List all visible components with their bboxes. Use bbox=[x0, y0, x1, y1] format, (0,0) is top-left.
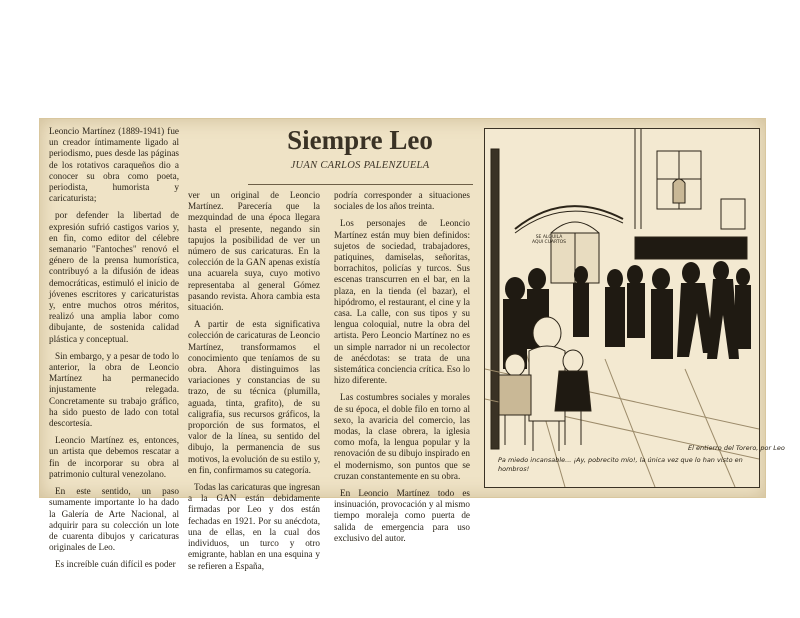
article-column-1 bbox=[49, 126, 179, 577]
funeral-procession-drawing bbox=[485, 129, 759, 487]
paragraph: Todas las caricaturas que ingresan a la GAN están debidamente firmadas por Leo y dos están fechadas en 1921. Por su anécdota, una de ellas, en la cual dos individuos, un turco y otro emigrante, hablan en una esquina y se refieren a España, bbox=[188, 482, 320, 571]
paragraph: Los personajes de Leoncio Martínez están muy bien definidos: sujetos de sociedad, trabajadores, patiquines, damiselas, señoritas, borrachitos, policías y turcos. Sus escenas transcurren en el bar, en la plaza, en la tienda (el bazar), el hipódromo, el restaurant, el cine y la casa. La calle, con sus tipos y su lengua coloquial, nutre la obra del artista. Pero Leoncio Martínez no es un simple narrador ni un recolector de anécdotas: se trata de una sistemática conciencia crítica. Eso lo hizo diferente. bbox=[334, 218, 470, 386]
paragraph: Es increíble cuán difícil es poder bbox=[55, 559, 176, 570]
paragraph: Leoncio Martínez (1889-1941) fue un creador íntimamente ligado al periodismo, pues desde las páginas de los rotativos caraqueños dio a conocer su obra como poeta, periodista, humorista y caricaturista; bbox=[49, 126, 179, 204]
article-column-2 bbox=[188, 190, 320, 578]
paragraph: Leoncio Martínez es, entonces, un artista que debemos rescatar a fin de incorporar su obra al patrimonio cultural venezolano. bbox=[49, 435, 179, 479]
paragraph: A partir de esta significativa colección de caricaturas de Leoncio Martínez, transformamos el conocimiento que teníamos de su obra. Ahora distinguimos las variaciones y constancias de su trazo, de su técnica (plumilla, aguada, tinta, grafito), de su caligrafía, sus recursos gráficos, la proporción de sus formatos, el valor de la línea, su sentido del dibujo, la permanencia de sus motivos, la evolución de su estilo y, en fin, confirmamos su categoría. bbox=[188, 319, 320, 475]
paragraph: En este sentido, un paso sumamente importante lo ha dado la Galería de Arte Nacional, al adquirir para su colección un lote de cuarenta dibujos y caricaturas originales de Leo. bbox=[49, 486, 179, 553]
paragraph: podría corresponder a situaciones sociales de los años treinta. bbox=[334, 190, 470, 212]
paragraph: por defender la libertad de expresión sufrió castigos varios y, en fin, como editor del célebre semanario "Fantoches" renovó el género de la prensa humorística, contribuyó a la difusión de ideas democráticas, estimuló el inicio de jóvenes escritores y caricaturistas y, entre muchos otros méritos, realizó una amplia labor como dibujante, de sostenida calidad plástica y conceptual. bbox=[49, 210, 179, 344]
wall-sign: SE ALQUILA AQUI CUARTOS bbox=[531, 235, 567, 245]
article-title: Siempre Leo bbox=[287, 125, 433, 155]
paragraph: En Leoncio Martínez todo es insinuación, provocación y al mismo tiempo moraleja como puerta de salida de emergencia para uso exclusivo del autor. bbox=[334, 488, 470, 543]
illustration-title: El entierro del Torero, por Leo bbox=[688, 444, 785, 452]
illustration-caption: Pa miedo incansable... ¡Ay, pobrecito mío!, la única vez que lo han visto en hombros! bbox=[498, 456, 743, 473]
title-divider bbox=[248, 184, 473, 185]
article-column-3 bbox=[334, 190, 470, 550]
paragraph: ver un original de Leoncio Martínez. Parecería que la mezquindad de una época llegara hasta el presente, negando sin tapujos la posibilidad de ver un número de sus caricaturas. En la colección de la GAN apenas existía una acuarela suya, cuyo motivo representaba al general Gómez pasando revista. Ahora cambia esta situación. bbox=[188, 190, 320, 313]
paragraph: Sin embargo, y a pesar de todo lo anterior, la obra de Leoncio Martínez ha permanecido injustamente relegada. Concretamente su trabajo gráfico, ha sido puesto de lado con total descortesía. bbox=[49, 350, 179, 429]
paragraph: Las costumbres sociales y morales de su época, el doble filo en torno al sexo, la avaricia del comercio, las modas, la clase obrera, la iglesia como mofa, la lengua popular y la renovación de su dibujo inspirado en el modernismo, son puntos que se cruzan constantemente en su obra. bbox=[334, 392, 470, 481]
article-byline: JUAN CARLOS PALENZUELA bbox=[290, 160, 430, 171]
caricature-illustration bbox=[484, 128, 760, 488]
